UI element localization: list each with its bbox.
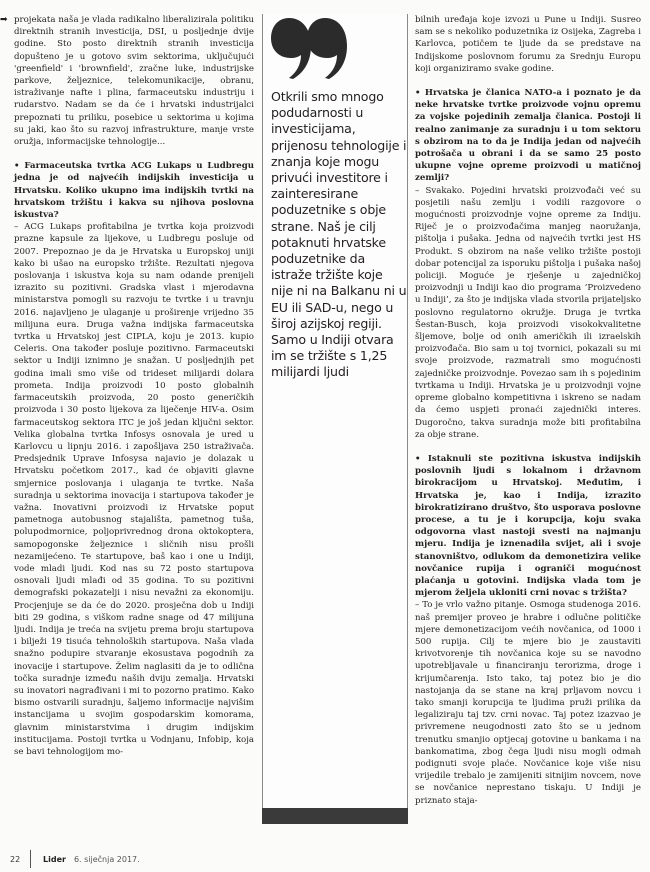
answer-bureaucracy: – To je vrlo važno pitanje. Osmoga studenoga 2016. naš premijer proveo je hrabre i odlučne političke mjere demonetizacijom većih novčanica, od 1000 i 500 rupija. Cilj te mjere bio je zaustaviti krivotvorenje tih novčanica koje su se navodno upotrebljavale u financiranju terorizma, droge i krijumčarenja. Isto tako, taj potez bio je dio nastojanja da se stane na kraj prljavom novcu i tako smanji korupcija te ljudima pruži prilika da legaliziraju taj tzv. crni novac. Taj potez izazvao je privremene neugodnosti zato što se u jednom trenutku smanjio optjecaj gotovine u bankama i na bankomatima, zbog čega ljudi nisu mogli odmah podignuti svoje plaće. Novčanice koje više nisu vrijedile trebalo je zamijeniti sitnijim novcem, nove se novčanice neprestano tiskaju. U Indiji je priznato staja-: [415, 600, 641, 806]
publication-name: Lider: [43, 854, 66, 864]
pull-quote-text: Otkrili smo mnogo podudarnosti u investicijama, prijenosu tehnologije i znanja koje mogu privući investitore i zainteresirane poduzetnike s obje strane. Naš je cilj potaknuti hrvatske poduzetnike da istraže tržište koje nije ni na Balkanu ni u EU ili SAD-u, nego u široj azijskoj regiji. Samo u Indiji otvara im se tržište s 1,25 milijardi ljudi: [271, 89, 407, 380]
issue-date: 6. siječnja 2017.: [73, 854, 140, 864]
left-column: [0, 14, 254, 758]
page-number: 22: [10, 854, 21, 864]
continued-arrow-icon: ➡: [0, 15, 8, 25]
quote-mark-icon: [269, 16, 349, 80]
question-lukaps: • Farmaceutska tvrtka ACG Lukaps u Ludbregu jedna je od najvećih indijskih investicija u Hrvatsku. Koliko ukupno ima indijskih tvrtki na hrvatskom tržištu i kakva su njihova poslovna iskustva?: [14, 161, 254, 221]
question-nato: • Hrvatska je članica NATO-a i poznato je da neke hrvatske tvrtke proizvode vojnu opremu za vojske pojedinih zemalja članica. Postoji li realno zanimanje za suradnju i u tom sektoru s obzirom na to da je Indija jedan od najvećih potrošača u obrani i da se samo 25 posto ukupne vojne opreme proizvodi u matičnoj zemlji?: [415, 88, 641, 184]
answer-lukaps: – ACG Lukaps profitabilna je tvrtka koja proizvodi prazne kapsule za lijekove, u Ludbregu posluje od 2007. Prepoznao je da je Hrvatska u Europskoj uniji kako bi ušao na europsko tržište. Rezultati njegova poslovanja i iskustva koja su nam odande prenijeli izrazito su pozitivni. Gradska vlast i mjerodavna ministarstva pomogli su razvoju te tvrtke i u travnju 2016. najavljeno je ulaganje u proširenje vrijedno 35 milijuna eura. Druga važna indijska farmaceutska tvrtka u Hrvatskoj jest CIPLA, koju je 2013. kupio Celeris. Ona također posluje pozitivno. Farmaceutski sektor u Indiji iznimno je snažan. U posljednjih pet godina imali smo više od trideset milijardi dolara prometa. Indija proizvodi 10 posto globalnih farmaceutskih proizvoda, 20 posto generičkih proizvoda i 30 posto lijekova za liječenje HIV-a. Osim farmaceutskog sektora ITC je još jedan ključni sektor. Velika globalna tvrtka Infosys osnovala je ured u Karlovcu u lipnju 2016. i zapošljava 250 istraživača. Predsjednik Uprave Infosysa najavio je dolazak u Hrvatsku početkom 2017., kad će objaviti glavne smjernice poslovanja i ulaganja te tvrtke. Naša suradnja u sektorima inovacija i startupova također je važna. Inovativni proizvodi iz Hrvatske poput pametnoga autobusnog stajališta, pametnog tuša, polupodmornice, poljoprivrednog drona oktokoptera, samopogonske željeznice i sličnih nisu prošli nezamijećeno. Te startupove, baš kao i one u Indiji, vode mladi ljudi. Kod nas su 72 posto startupova osnovali ljudi mlađi od 35 godina. To su pozitivni demografski pokazatelji i nisu nevažni za ekonomiju. Procjenjuje se da će do 2020. prosječna dob u Indiji biti 29 godina, s viškom radne snage od 47 milijuna ljudi. Indija je treća na svijetu prema broju startupova i bilježi 19 tisuća tehnoloških startupova. Naša vlada snažno podupire stvaranje ekosustava pogodnih za inovacije i startupove. Želim naglasiti da je to odlična točka suradnje između naših dviju zemalja. Hrvatski su inovatori nagrađivani i mi to pozorno pratimo. Kako bismo ostvarili suradnju, šaljemo informacije najvišim instancijama u svojim gospodarskim komorama, glavnim ministarstvima i drugim indijskim institucijama. Postoji tvrtka u Vodnjanu, Infobip, koja se bavi tehnologijom mo-: [14, 222, 254, 757]
intro-text: projekata naša je vlada radikalno liberalizirala politiku direktnih stranih investicija, DSI, u posljednje dvije godine. Sto posto direktnih stranih investicija dopušteno je u gotovo svim sektorima, uključujući 'greenfield' i 'brownfield', zračne luke, industrijske parkove, željeznice, telekomunikacije, obranu, istraživanje nafte i plina, farmaceutsku industriju i rudarstvo. Nadam se da će i hrvatski industrijalci prepoznati tu priliku, posebice u sektorima u kojima su jaki, kao što su razvoj infrastrukture, manje vrste oružja, informacijske tehnologije...: [14, 15, 254, 148]
pull-quote-box: [262, 14, 408, 822]
pull-quote-bar: [262, 808, 408, 824]
right-column: [415, 14, 641, 807]
intro-paragraph: [0, 14, 254, 148]
answer-nato: – Svakako. Pojedini hrvatski proizvođači već su posjetili našu zemlju i vodili razgovore o mogućnosti proizvodnje vojne opreme za Indiju. Riječ je o proizvođačima manjeg naoružanja, pištolja i pušaka. Jedna od najvećih tvrtki jest HS Produkt. S obzirom na naše veliko tržište postoji dobar potencijal za isporuku pištolja i pušaka našoj policiji. Moguće je rješenje u zajedničkoj proizvodnji u Indiji kao dio programa ‘Proizvedeno u Indiji’, za što je indijska vlada stvorila prijateljsko poslovno regulatorno okružje. Druga je tvrtka Šestan-Busch, koja proizvodi visokokvalitetne šljemove, bolje od onih američkih ili izraelskih proizvođača. Bio sam u toj tvornici, pokazali su mi svoje proizvode, razmatrali smo mogućnosti zajedničke proizvodnje. Povezao sam ih s pojedinim tvrtkama u Indiji. Hrvatska je u proizvodnji vojne opreme globalno kompetitivna i iskreno se nadam da ćemo uspjeti pronaći zajednički interes. Dugoročno, takva suradnja može biti profitabilna za obje strane.: [415, 185, 641, 440]
footer-divider: [30, 850, 31, 868]
continuation-paragraph: bilnih uređaja koje izvozi u Pune u Indiji. Susreo sam se s nekoliko poduzetnika iz Osijeka, Zagreba i Karlovca, potičem te ljude da se predstave na Indijskome poslovnom forumu za Srednju Europu koji organiziramo svake godine.: [415, 15, 641, 74]
page-footer: [10, 851, 140, 867]
question-bureaucracy: • Istaknuli ste pozitivna iskustva indijskih poslovnih ljudi s lokalnom i državnom birokracijom u Hrvatskoj. Međutim, i Hrvatska je, kao i Indija, izrazito birokratizirano društvo, što usporava poslovne procese, a tu je i korupcija, koju svaka odgovorna vlast nastoji svesti na najmanju mjeru. Indija je iznenadila svijet, ali i svoje stanovništvo, odlukom da demonetizira velike novčanice rupija i ograniči mogućnost plaćanja u gotovini. Indijska vlada tom je mjerom željela ukloniti crni novac s tržišta?: [415, 453, 641, 599]
